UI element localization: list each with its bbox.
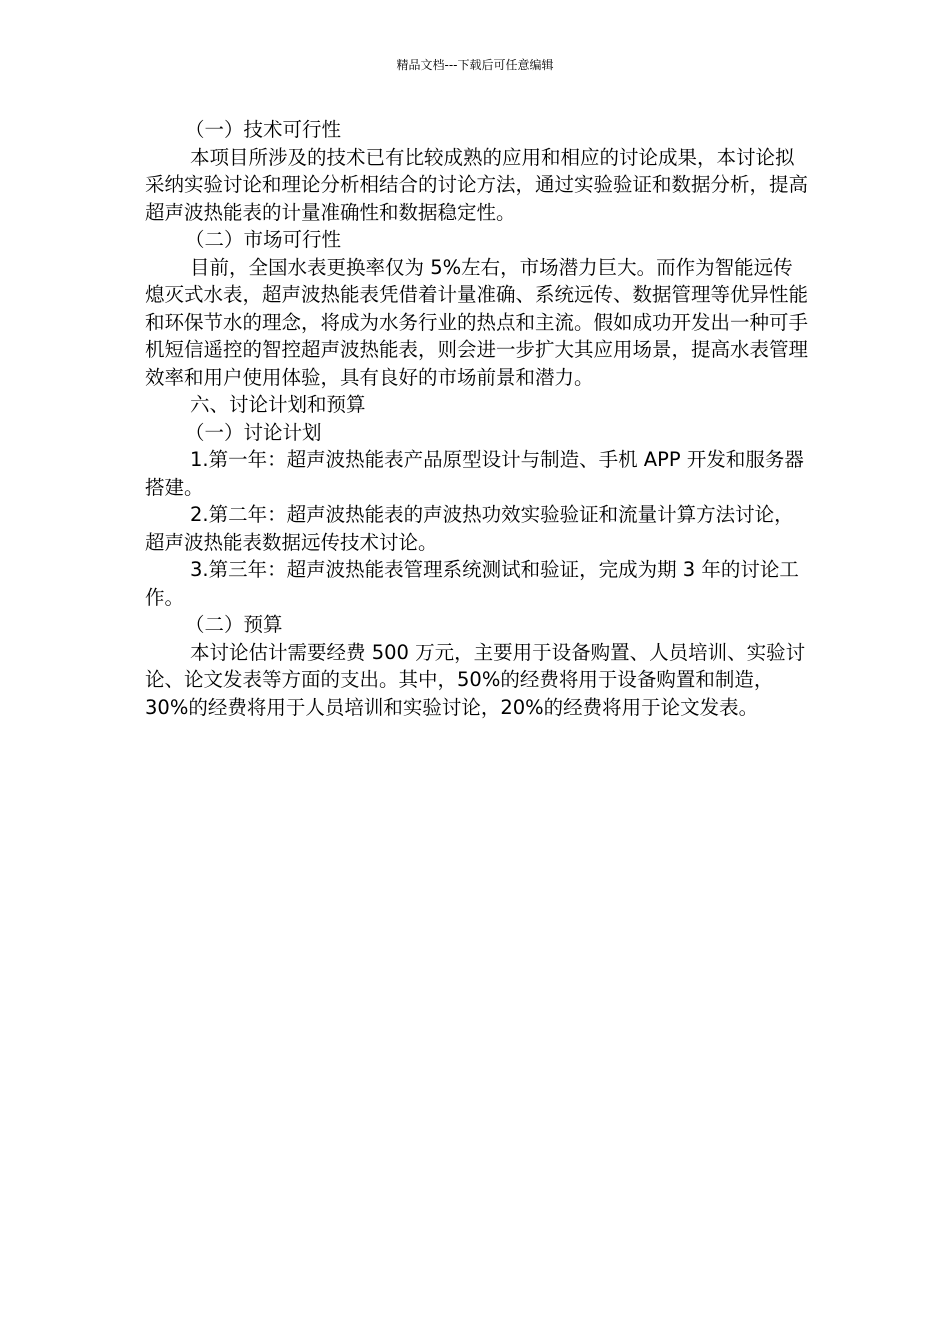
market-feasibility-paragraph: 目前，全国水表更换率仅为 5%左右，市场潜力巨大。而作为智能远传熄灭式水表，超声波热能表凭借着计量准确、系统远传、数据管理等优异性能和环保节水的理念，将成为水务行业的热点和主流。假如成功开发出一种可手机短信遥控的智控超声波热能表，则会进一步扩大其应用场景，提高水表管理效率和用户使用体验，具有良好的市场前景和潜力。: [145, 255, 809, 389]
plan-item-year-3: 3.第三年：超声波热能表管理系统测试和验证，完成为期 3 年的讨论工作。: [145, 558, 799, 609]
plan-item-year-1: 1.第一年：超声波热能表产品原型设计与制造、手机 APP 开发和服务器搭建。: [145, 448, 804, 499]
market-feasibility-heading: （二）市场可行性: [185, 228, 342, 251]
technical-feasibility-heading: （一）技术可行性: [185, 118, 342, 141]
plan-budget-section-title: 六、讨论计划和预算: [190, 393, 366, 416]
document-body: [145, 116, 810, 721]
page-header: 精品文档---下载后可任意编辑: [396, 58, 554, 72]
plan-item-year-2: 2.第二年：超声波热能表的声波热功效实验验证和流量计算方法讨论，超声波热能表数据远传技术讨论。: [145, 503, 794, 554]
budget-paragraph: 本讨论估计需要经费 500 万元，主要用于设备购置、人员培训、实验讨论、论文发表等方面的支出。其中，50%的经费将用于设备购置和制造，30%的经费将用于人员培训和实验讨论，20%的经费将用于论文发表。: [145, 640, 806, 719]
budget-heading: （二）预算: [185, 613, 283, 636]
research-plan-heading: （一）讨论计划: [185, 420, 322, 444]
technical-feasibility-paragraph: 本项目所涉及的技术已有比较成熟的应用和相应的讨论成果，本讨论拟采纳实验讨论和理论分析相结合的讨论方法，通过实验验证和数据分析，提高超声波热能表的计量准确性和数据稳定性。: [145, 145, 809, 224]
